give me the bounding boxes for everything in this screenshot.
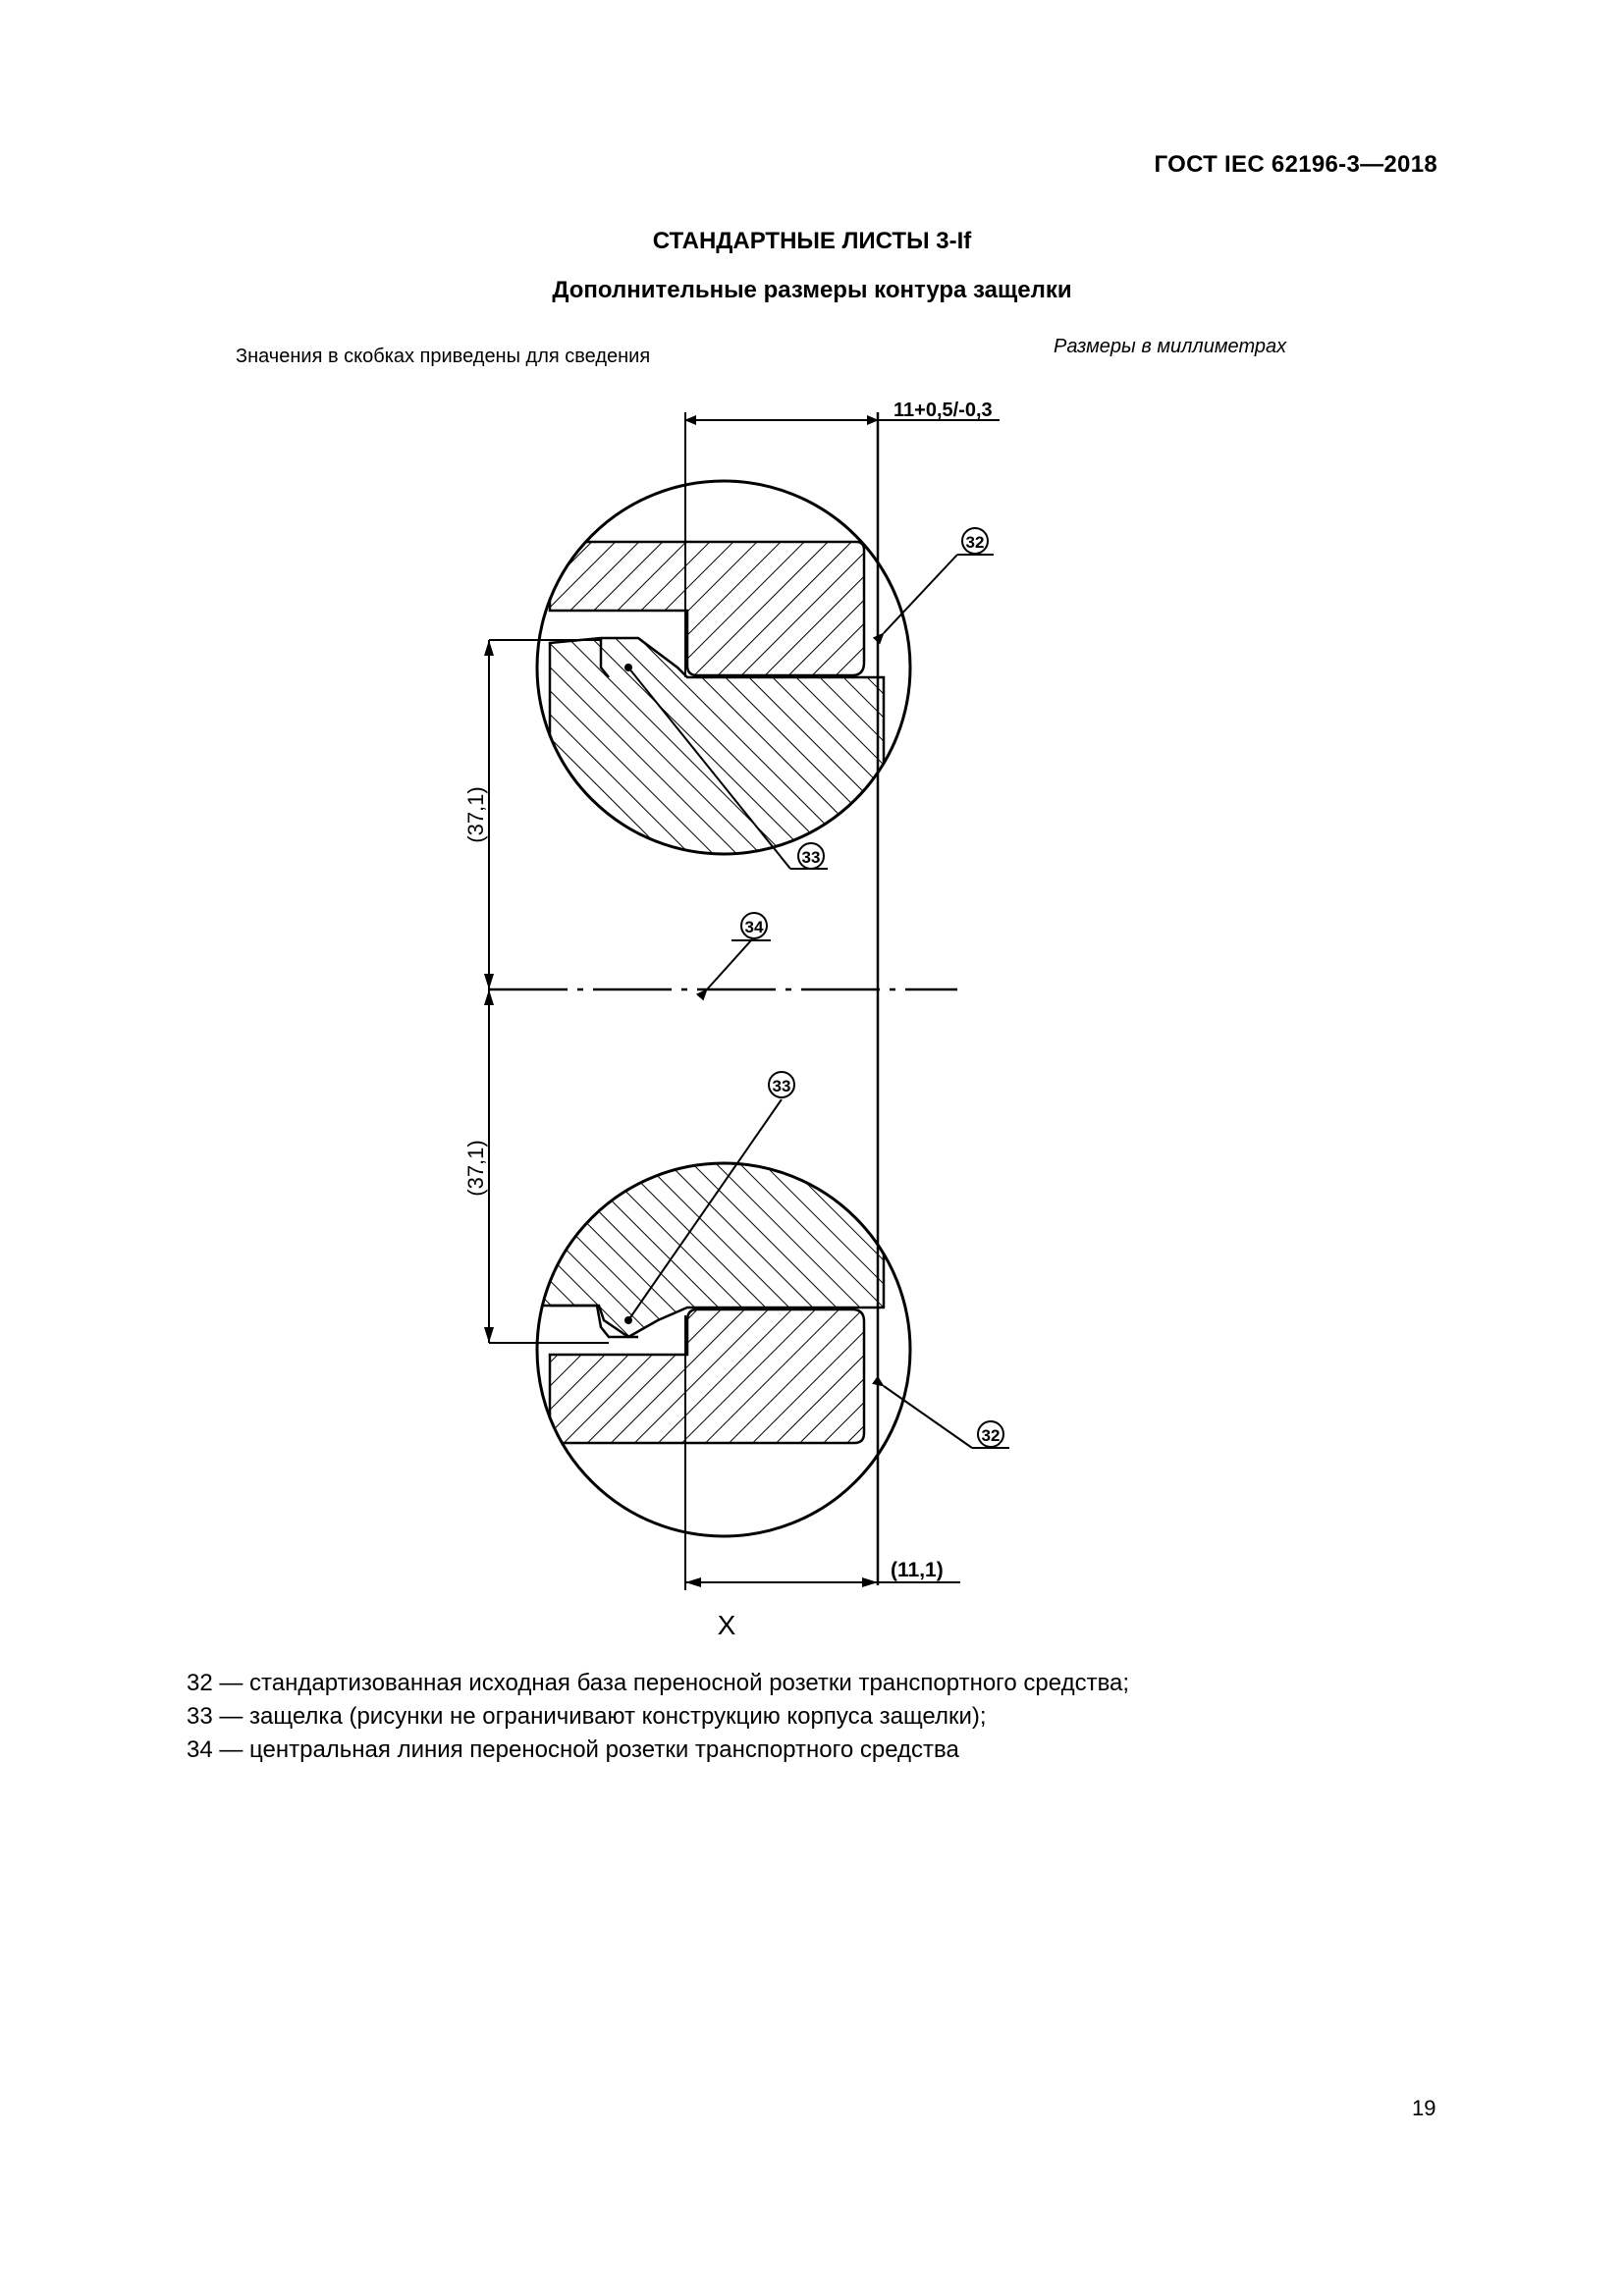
legend-item-32: 32 — стандартизованная исходная база переносной розетки транспортного средства; bbox=[187, 1670, 1130, 1696]
legend-item-34: 34 — центральная линия переносной розетки транспортного средства bbox=[187, 1736, 959, 1763]
callout-32-top-label: 32 bbox=[965, 533, 985, 552]
page-number: 19 bbox=[1412, 2096, 1436, 2120]
document-id-header: ГОСТ IEC 62196-3—2018 bbox=[1154, 151, 1437, 178]
legend-item-33: 33 — защелка (рисунки не ограничивают конструкцию корпуса защелки); bbox=[187, 1703, 987, 1730]
bottom-socket-body bbox=[550, 1309, 864, 1443]
callout-33-top-label: 33 bbox=[801, 848, 821, 867]
page-subtitle: Дополнительные размеры контура защелки bbox=[552, 277, 1072, 303]
callout-32-bottom-label: 32 bbox=[981, 1426, 1001, 1445]
callout-34-label: 34 bbox=[744, 918, 764, 936]
dim-top-width-label: 11+0,5/-0,3 bbox=[893, 400, 993, 421]
bottom-detail-view bbox=[530, 1158, 910, 1536]
axis-x-label: X bbox=[717, 1610, 736, 1640]
note-units: Размеры в миллиметрах bbox=[1054, 336, 1287, 357]
page-title: СТАНДАРТНЫЕ ЛИСТЫ 3-If bbox=[652, 228, 972, 254]
note-reference-values: Значения в скобках приведены для сведения bbox=[236, 346, 651, 367]
dim-lower-height-label: (37,1) bbox=[463, 1140, 488, 1197]
callout-33-bottom-label: 33 bbox=[772, 1077, 791, 1095]
dim-bottom-width-label: (11,1) bbox=[891, 1559, 944, 1581]
dim-upper-height-label: (37,1) bbox=[463, 786, 488, 843]
top-detail-view bbox=[537, 481, 910, 883]
